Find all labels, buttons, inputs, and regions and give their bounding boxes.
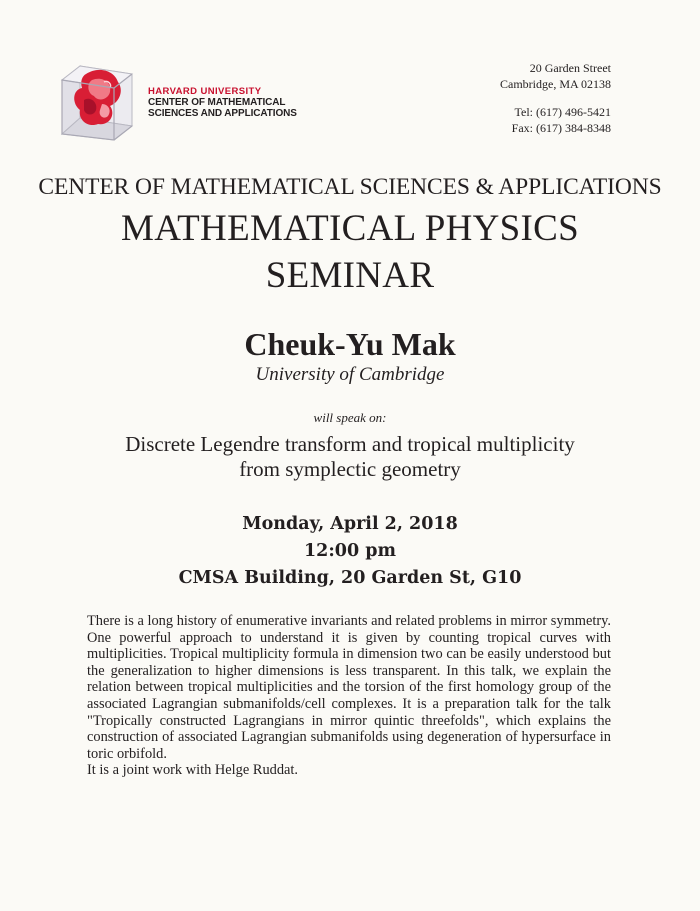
speaker-name: Cheuk-Yu Mak xyxy=(244,326,456,362)
series-title-line2: SEMINAR xyxy=(265,255,435,296)
series-title-line1: MATHEMATICAL PHYSICS xyxy=(121,208,579,249)
abstract-closing: It is a joint work with Helge Ruddat. xyxy=(87,762,299,779)
address-street: 20 Garden Street xyxy=(529,61,611,75)
cmsa-logo-icon xyxy=(58,60,142,142)
logo-sciences-text: SCIENCES AND APPLICATIONS xyxy=(148,107,297,120)
series-title xyxy=(0,205,700,299)
talk-title-line1: Discrete Legendre transform and tropical multiplicity xyxy=(125,432,575,456)
abstract-body: There is a long history of enumerative invariants and related problems in mirror symmetry. One powerful approach to understand it is given by counting tropical curves with multiplicities. Tropical multiplicity formula in dimension two can be easily understood but the generalization to higher dimensions is less transparent. In this talk, we explain the relation between tropical multiplicities and the torsion of the first homology group of the associated Lagrangian submanifolds/cell complexes. It is a preparation talk for the talk "Tropically constructed Lagrangians in mirror quintic threefolds", which explains the construction of associated Lagrangian submanifolds using degeneration of hypersurface in toric orbifold. xyxy=(87,613,611,762)
address-city: Cambridge, MA 02138 xyxy=(500,77,611,91)
will-speak-label: will speak on: xyxy=(313,410,387,425)
talk-title-line2: from symplectic geometry xyxy=(239,457,461,481)
address-block xyxy=(411,60,611,136)
event-date: Monday, April 2, 2018 xyxy=(242,514,458,534)
address-tel: Tel: (617) 496-5421 xyxy=(514,105,611,119)
address-fax: Fax: (617) 384-8348 xyxy=(511,121,611,135)
event-details xyxy=(0,511,700,592)
abstract xyxy=(87,613,611,779)
event-location: CMSA Building, 20 Garden St, G10 xyxy=(178,568,522,588)
logo-university-text: HARVARD UNIVERSITY xyxy=(148,86,262,97)
speaker-affiliation: University of Cambridge xyxy=(255,364,445,385)
cmsa-logo-wordmark xyxy=(148,86,297,119)
event-time: 12:00 pm xyxy=(303,541,396,561)
logo-center-text: CENTER OF MATHEMATICAL xyxy=(148,96,286,109)
talk-title xyxy=(0,432,700,482)
organizer-title: CENTER OF MATHEMATICAL SCIENCES & APPLICATIONS xyxy=(38,174,662,200)
